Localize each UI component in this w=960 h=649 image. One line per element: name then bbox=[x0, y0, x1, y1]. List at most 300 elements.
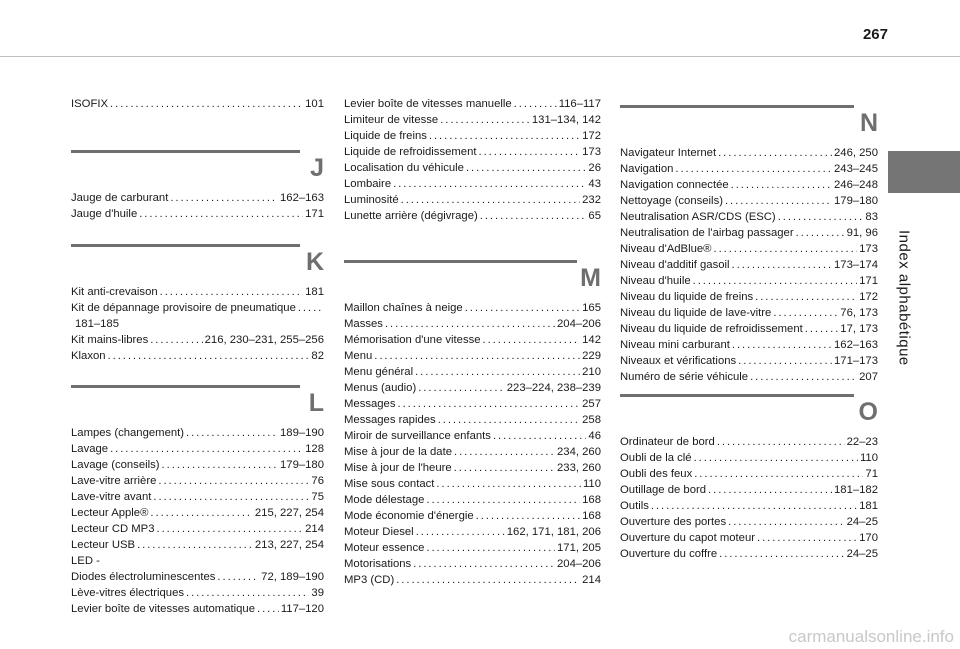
section-rule bbox=[71, 385, 300, 388]
index-list bbox=[344, 300, 601, 588]
index-term: Niveau d'AdBlue® bbox=[620, 243, 712, 255]
index-pages[interactable]: 72, 189–190 bbox=[261, 571, 324, 583]
index-pages[interactable]: 215, 227, 254 bbox=[254, 507, 324, 519]
index-entry[interactable] bbox=[344, 444, 601, 460]
index-pages[interactable]: 181 bbox=[859, 500, 878, 512]
index-entry[interactable] bbox=[344, 540, 601, 556]
dot-leader bbox=[717, 434, 845, 450]
section-rule bbox=[620, 394, 854, 397]
index-term: Nettoyage (conseils) bbox=[620, 195, 723, 207]
index-pages[interactable]: 173 bbox=[859, 243, 878, 255]
index-entry[interactable] bbox=[620, 337, 878, 353]
index-term: Menus (audio) bbox=[344, 382, 417, 394]
dot-leader bbox=[480, 208, 587, 224]
dot-leader bbox=[186, 425, 278, 441]
index-entry[interactable] bbox=[344, 300, 601, 316]
index-pages[interactable]: 229 bbox=[582, 350, 601, 362]
dot-leader bbox=[675, 161, 832, 177]
index-entry[interactable] bbox=[344, 96, 601, 112]
index-entry[interactable] bbox=[71, 332, 324, 348]
index-entry[interactable] bbox=[71, 457, 324, 473]
index-pages[interactable]: 243–245 bbox=[834, 163, 878, 175]
dot-leader bbox=[466, 160, 586, 176]
page-number: 267 bbox=[862, 26, 888, 43]
index-pages[interactable]: 91, 96 bbox=[846, 227, 878, 239]
index-pages[interactable]: 110 bbox=[859, 452, 878, 464]
index-pages[interactable]: 214 bbox=[582, 574, 601, 586]
index-term: Neutralisation de l'airbag passager bbox=[620, 227, 794, 239]
dot-leader bbox=[708, 482, 832, 498]
index-pages[interactable]: 173–174 bbox=[834, 259, 878, 271]
dot-leader bbox=[170, 190, 278, 206]
index-entry[interactable] bbox=[344, 144, 601, 160]
index-pages[interactable]: 170 bbox=[859, 532, 878, 544]
section-rule bbox=[71, 150, 300, 153]
index-entry[interactable] bbox=[344, 524, 601, 540]
index-entry[interactable] bbox=[344, 176, 601, 192]
index-term: Niveau d'huile bbox=[620, 275, 691, 287]
index-entry[interactable] bbox=[71, 316, 324, 332]
index-term: Jauge de carburant bbox=[71, 192, 169, 204]
index-entry[interactable] bbox=[344, 128, 601, 144]
dot-leader bbox=[755, 289, 857, 305]
index-list bbox=[71, 190, 324, 222]
index-entry[interactable] bbox=[344, 160, 601, 176]
dot-leader bbox=[738, 353, 832, 369]
index-list bbox=[344, 96, 601, 224]
index-pages[interactable]: 210 bbox=[582, 366, 601, 378]
index-term: Oubli de la clé bbox=[620, 452, 692, 464]
index-term: Limiteur de vitesse bbox=[344, 114, 439, 126]
index-term: Jauge d'huile bbox=[71, 208, 138, 220]
index-term: Menu général bbox=[344, 366, 414, 378]
section-rule bbox=[344, 260, 577, 263]
dot-leader bbox=[493, 428, 586, 444]
index-pages[interactable]: 234, 260 bbox=[557, 446, 601, 458]
section-letter: M bbox=[580, 264, 601, 292]
index-term: Mode économie d'énergie bbox=[344, 510, 474, 522]
index-entry[interactable] bbox=[620, 305, 878, 321]
index-pages[interactable]: 128 bbox=[305, 443, 324, 455]
dot-leader bbox=[718, 145, 832, 161]
dot-leader bbox=[732, 257, 832, 273]
index-pages[interactable]: 17, 173 bbox=[840, 323, 878, 335]
index-term: Lavage bbox=[71, 443, 109, 455]
index-term: Niveaux et vérifications bbox=[620, 355, 737, 367]
index-term: Ouverture du capot moteur bbox=[620, 532, 756, 544]
dot-leader bbox=[483, 332, 581, 348]
index-list bbox=[71, 425, 324, 617]
dot-leader bbox=[805, 321, 839, 337]
section-m bbox=[344, 260, 601, 588]
index-entry[interactable] bbox=[344, 364, 601, 380]
index-entry[interactable] bbox=[344, 428, 601, 444]
section-j bbox=[71, 150, 324, 222]
index-pages[interactable]: 76, 173 bbox=[840, 307, 878, 319]
index-list bbox=[620, 145, 878, 385]
watermark: carmanualsonline.info bbox=[788, 627, 954, 646]
index-term: Niveau du liquide de refroidissement bbox=[620, 323, 803, 335]
index-term: Niveau du liquide de freins bbox=[620, 291, 754, 303]
index-entry[interactable] bbox=[620, 321, 878, 337]
index-pages[interactable]: 171, 205 bbox=[557, 542, 601, 554]
index-pages[interactable]: 216, 230–231, 255–256 bbox=[204, 334, 324, 346]
index-term: Outils bbox=[620, 500, 649, 512]
index-entry[interactable] bbox=[71, 425, 324, 441]
dot-leader bbox=[158, 473, 309, 489]
dot-leader bbox=[186, 585, 309, 601]
dot-leader bbox=[454, 460, 555, 476]
index-pages[interactable]: 101 bbox=[305, 98, 324, 110]
index-term: Ouverture du coffre bbox=[620, 548, 718, 560]
index-term: ISOFIX bbox=[71, 98, 109, 110]
index-term: MP3 (CD) bbox=[344, 574, 395, 586]
index-pages[interactable]: 162–163 bbox=[280, 192, 324, 204]
index-list bbox=[71, 96, 324, 112]
index-pages[interactable]: 204–206 bbox=[557, 318, 601, 330]
dot-leader bbox=[110, 441, 303, 457]
dot-leader bbox=[415, 364, 580, 380]
index-entry[interactable] bbox=[620, 498, 878, 514]
index-term: Niveau mini carburant bbox=[620, 339, 730, 351]
index-entry[interactable] bbox=[71, 300, 324, 316]
dot-leader bbox=[438, 412, 580, 428]
index-pages[interactable]: 131–134, 142 bbox=[531, 114, 601, 126]
dot-leader bbox=[426, 540, 555, 556]
index-pages[interactable]: 82 bbox=[311, 350, 324, 362]
index-entry[interactable] bbox=[344, 396, 601, 412]
dot-leader bbox=[694, 450, 858, 466]
index-entry[interactable] bbox=[344, 412, 601, 428]
index-entry[interactable] bbox=[344, 508, 601, 524]
index-entry[interactable] bbox=[344, 460, 601, 476]
index-term: Lunette arrière (dégivrage) bbox=[344, 210, 478, 222]
index-entry[interactable] bbox=[620, 369, 878, 385]
index-term: Neutralisation ASR/CDS (ESC) bbox=[620, 211, 776, 223]
index-entry[interactable] bbox=[620, 289, 878, 305]
index-entry[interactable] bbox=[620, 177, 878, 193]
index-pages[interactable]: 258 bbox=[582, 414, 601, 426]
index-term: Lampes (changement) bbox=[71, 427, 185, 439]
index-entry[interactable] bbox=[620, 257, 878, 273]
index-entry[interactable] bbox=[344, 476, 601, 492]
index-term: Ouverture des portes bbox=[620, 516, 727, 528]
index-term: Moteur essence bbox=[344, 542, 425, 554]
dot-leader bbox=[778, 209, 864, 225]
index-entry[interactable] bbox=[71, 96, 324, 112]
dot-leader bbox=[651, 498, 857, 514]
index-entry[interactable] bbox=[71, 569, 324, 585]
index-entry[interactable] bbox=[344, 492, 601, 508]
index-pages[interactable]: 39 bbox=[311, 587, 324, 599]
index-term: Numéro de série véhicule bbox=[620, 371, 749, 383]
index-pages[interactable]: 172 bbox=[582, 130, 601, 142]
dot-leader bbox=[757, 530, 857, 546]
index-term: Niveau du liquide de lave-vitre bbox=[620, 307, 772, 319]
index-term: Kit anti-crevaison bbox=[71, 286, 158, 298]
index-entry[interactable] bbox=[71, 284, 324, 300]
index-term: LED - bbox=[71, 555, 100, 567]
index-term: Ordinateur de bord bbox=[620, 436, 715, 448]
section-letter: K bbox=[305, 248, 324, 276]
index-entry[interactable] bbox=[620, 546, 878, 562]
dot-leader bbox=[153, 489, 309, 505]
index-pages[interactable]: 75 bbox=[311, 491, 324, 503]
section-rule bbox=[71, 244, 300, 247]
dot-leader bbox=[693, 273, 858, 289]
section-letter: O bbox=[858, 398, 878, 426]
index-entry[interactable] bbox=[344, 556, 601, 572]
index-entry[interactable] bbox=[344, 192, 601, 208]
dot-leader bbox=[454, 444, 555, 460]
dot-leader bbox=[257, 601, 279, 617]
dot-leader bbox=[440, 112, 530, 128]
dot-leader bbox=[476, 508, 580, 524]
dot-leader bbox=[108, 348, 310, 364]
header-rule bbox=[0, 56, 960, 57]
index-entry[interactable] bbox=[71, 537, 324, 553]
index-term: Mode délestage bbox=[344, 494, 425, 506]
index-pages[interactable]: 189–190 bbox=[280, 427, 324, 439]
index-entry[interactable] bbox=[344, 112, 601, 128]
index-entry[interactable] bbox=[620, 514, 878, 530]
index-pages[interactable]: 181–182 bbox=[834, 484, 878, 496]
index-pages[interactable]: 179–180 bbox=[280, 459, 324, 471]
index-pages[interactable]: 213, 227, 254 bbox=[254, 539, 324, 551]
index-column-2 bbox=[344, 96, 601, 224]
dot-leader bbox=[401, 192, 581, 208]
dot-leader bbox=[150, 332, 202, 348]
dot-leader bbox=[750, 369, 857, 385]
chapter-tab[interactable] bbox=[888, 151, 960, 193]
index-term: Lecteur Apple® bbox=[71, 507, 149, 519]
dot-leader bbox=[796, 225, 845, 241]
index-entry[interactable] bbox=[344, 332, 601, 348]
index-entry[interactable] bbox=[71, 489, 324, 505]
index-entry[interactable] bbox=[344, 316, 601, 332]
index-pages[interactable]: 162–163 bbox=[834, 339, 878, 351]
chapter-title: Index alphabétique bbox=[895, 230, 913, 366]
dot-leader bbox=[773, 305, 838, 321]
dot-leader bbox=[725, 193, 832, 209]
index-term: Liquide de refroidissement bbox=[344, 146, 477, 158]
index-pages[interactable]: 207 bbox=[859, 371, 878, 383]
index-entry[interactable] bbox=[71, 601, 324, 617]
index-pages[interactable]: 142 bbox=[582, 334, 601, 346]
index-term: Messages rapides bbox=[344, 414, 436, 426]
section-letter: J bbox=[310, 154, 324, 182]
index-pages[interactable]: 71 bbox=[865, 468, 878, 480]
dot-leader bbox=[110, 96, 303, 112]
index-term: Diodes électroluminescentes bbox=[71, 571, 216, 583]
dot-leader bbox=[396, 572, 580, 588]
index-term: Lave-vitre avant bbox=[71, 491, 152, 503]
dot-leader bbox=[694, 466, 863, 482]
index-pages[interactable]: 168 bbox=[582, 510, 601, 522]
index-pages[interactable]: 65 bbox=[588, 210, 601, 222]
index-pages[interactable]: 76 bbox=[311, 475, 324, 487]
dot-leader bbox=[139, 206, 303, 222]
dot-leader bbox=[418, 380, 505, 396]
index-term: Localisation du véhicule bbox=[344, 162, 464, 174]
index-pages[interactable]: 204–206 bbox=[557, 558, 601, 570]
index-entry[interactable] bbox=[620, 353, 878, 369]
index-pages[interactable]: 232 bbox=[582, 194, 601, 206]
index-term: Lave-vitre arrière bbox=[71, 475, 157, 487]
index-term: Miroir de surveillance enfants bbox=[344, 430, 491, 442]
index-pages[interactable]: 117–120 bbox=[280, 603, 324, 615]
index-entry[interactable] bbox=[71, 473, 324, 489]
index-entry[interactable] bbox=[71, 190, 324, 206]
index-entry[interactable] bbox=[620, 530, 878, 546]
index-term: Levier boîte de vitesses manuelle bbox=[344, 98, 512, 110]
index-term: Lecteur USB bbox=[71, 539, 136, 551]
index-pages[interactable]: 246, 250 bbox=[834, 147, 878, 159]
index-pages[interactable]: 233, 260 bbox=[557, 462, 601, 474]
dot-leader bbox=[719, 546, 844, 562]
index-term: Niveau d'additif gasoil bbox=[620, 259, 730, 271]
index-pages[interactable]: 168 bbox=[582, 494, 601, 506]
index-entry[interactable] bbox=[344, 348, 601, 364]
dot-leader bbox=[162, 457, 278, 473]
index-entry[interactable] bbox=[620, 161, 878, 177]
dot-leader bbox=[426, 492, 580, 508]
section-n bbox=[620, 105, 878, 385]
dot-leader bbox=[374, 348, 580, 364]
index-list bbox=[620, 434, 878, 562]
index-pages[interactable]: 257 bbox=[582, 398, 601, 410]
index-term: Outillage de bord bbox=[620, 484, 707, 496]
dot-leader bbox=[731, 177, 832, 193]
index-term: Levier boîte de vitesses automatique bbox=[71, 603, 255, 615]
index-entry[interactable] bbox=[344, 208, 601, 224]
index-pages[interactable]: 110 bbox=[582, 478, 601, 490]
index-list bbox=[71, 284, 324, 364]
index-pages[interactable]: 165 bbox=[582, 302, 601, 314]
dot-leader bbox=[160, 284, 303, 300]
dot-leader bbox=[732, 337, 832, 353]
index-term: Lecteur CD MP3 bbox=[71, 523, 155, 535]
index-pages[interactable]: 116–117 bbox=[558, 98, 601, 110]
dot-leader bbox=[413, 556, 555, 572]
index-entry[interactable] bbox=[620, 273, 878, 289]
index-pages[interactable]: 26 bbox=[588, 162, 601, 174]
index-term: Navigateur Internet bbox=[620, 147, 717, 159]
index-entry[interactable] bbox=[620, 225, 878, 241]
dot-leader bbox=[217, 569, 259, 585]
dot-leader bbox=[465, 300, 580, 316]
index-term: Mise à jour de l'heure bbox=[344, 462, 452, 474]
index-pages[interactable]: 43 bbox=[588, 178, 601, 190]
index-term: Navigation connectée bbox=[620, 179, 729, 191]
dot-leader bbox=[137, 537, 253, 553]
index-term: Navigation bbox=[620, 163, 674, 175]
index-entry[interactable] bbox=[71, 521, 324, 537]
index-term: Luminosité bbox=[344, 194, 399, 206]
index-term: Masses bbox=[344, 318, 383, 330]
dot-leader bbox=[728, 514, 844, 530]
index-column-1 bbox=[71, 96, 324, 112]
section-letter: L bbox=[308, 389, 324, 417]
index-term: Oubli des feux bbox=[620, 468, 693, 480]
index-term: Kit mains-libres bbox=[71, 334, 149, 346]
dot-leader bbox=[416, 524, 505, 540]
index-term: Kit de dépannage provisoire de pneumatique bbox=[71, 302, 296, 314]
index-term: Mise à jour de la date bbox=[344, 446, 453, 458]
index-entry[interactable] bbox=[620, 241, 878, 257]
index-pages[interactable]: 171–173 bbox=[834, 355, 878, 367]
index-term: Lavage (conseils) bbox=[71, 459, 160, 471]
index-entry[interactable] bbox=[71, 553, 324, 569]
index-entry[interactable] bbox=[620, 450, 878, 466]
index-term: Menu bbox=[344, 350, 373, 362]
dot-leader bbox=[393, 176, 586, 192]
index-pages[interactable]: 172 bbox=[859, 291, 878, 303]
index-term: Mise sous contact bbox=[344, 478, 435, 490]
section-k bbox=[71, 244, 324, 364]
index-pages[interactable]: 181 bbox=[305, 286, 324, 298]
index-pages[interactable]: 179–180 bbox=[834, 195, 878, 207]
index-entry[interactable] bbox=[620, 482, 878, 498]
index-entry[interactable] bbox=[620, 466, 878, 482]
section-letter: N bbox=[859, 109, 878, 137]
index-term: Liquide de freins bbox=[344, 130, 427, 142]
index-term: Lève-vitres électriques bbox=[71, 587, 185, 599]
index-entry[interactable] bbox=[620, 145, 878, 161]
dot-leader bbox=[436, 476, 581, 492]
index-entry[interactable] bbox=[344, 380, 601, 396]
index-pages[interactable]: 24–25 bbox=[846, 516, 878, 528]
index-term: Klaxon bbox=[71, 350, 106, 362]
dot-leader bbox=[298, 300, 322, 316]
index-entry[interactable] bbox=[344, 572, 601, 588]
index-entry[interactable] bbox=[620, 434, 878, 450]
index-pages[interactable]: 173 bbox=[582, 146, 601, 158]
index-term: Moteur Diesel bbox=[344, 526, 414, 538]
section-l bbox=[71, 385, 324, 617]
dot-leader bbox=[157, 521, 304, 537]
dot-leader bbox=[429, 128, 580, 144]
index-entry[interactable] bbox=[71, 206, 324, 222]
index-entry[interactable] bbox=[620, 209, 878, 225]
index-entry[interactable] bbox=[71, 441, 324, 457]
index-entry[interactable] bbox=[71, 585, 324, 601]
index-pages[interactable]: 22–23 bbox=[846, 436, 878, 448]
dot-leader bbox=[514, 96, 557, 112]
index-term: Motorisations bbox=[344, 558, 412, 570]
dot-leader bbox=[385, 316, 555, 332]
index-pages[interactable]: 162, 171, 181, 206 bbox=[506, 526, 601, 538]
index-pages[interactable]: 214 bbox=[305, 523, 324, 535]
dot-leader bbox=[398, 396, 581, 412]
index-entry[interactable] bbox=[620, 193, 878, 209]
dot-leader bbox=[150, 505, 252, 521]
index-term: 181–185 bbox=[75, 318, 119, 330]
index-entry[interactable] bbox=[71, 348, 324, 364]
index-pages[interactable]: 223–224, 238–239 bbox=[506, 382, 601, 394]
index-pages[interactable]: 46 bbox=[588, 430, 601, 442]
index-pages[interactable]: 171 bbox=[859, 275, 878, 287]
dot-leader bbox=[479, 144, 581, 160]
index-entry[interactable] bbox=[71, 505, 324, 521]
index-pages[interactable]: 246–248 bbox=[834, 179, 878, 191]
index-pages[interactable]: 171 bbox=[305, 208, 324, 220]
section-o bbox=[620, 394, 878, 562]
index-pages[interactable]: 83 bbox=[865, 211, 878, 223]
index-pages[interactable]: 24–25 bbox=[846, 548, 878, 560]
index-term: Mémorisation d'une vitesse bbox=[344, 334, 481, 346]
index-term: Lombaire bbox=[344, 178, 392, 190]
